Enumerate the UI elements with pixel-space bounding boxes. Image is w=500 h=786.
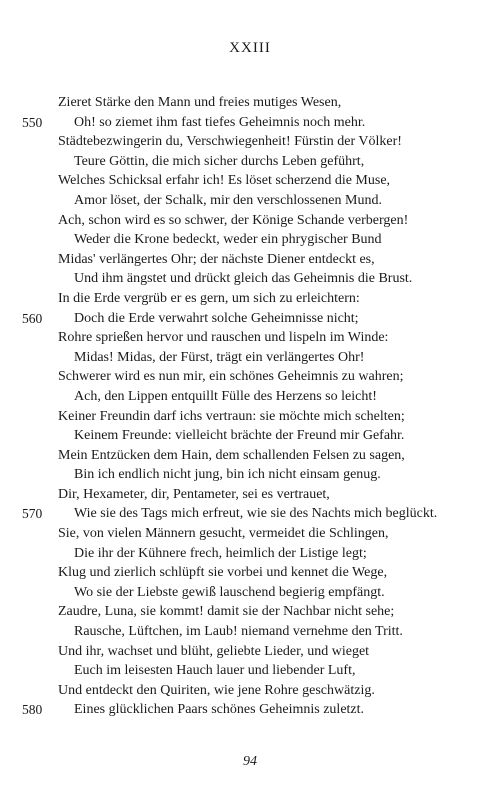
verse-text: Und entdeckt den Quiriten, wie jene Rohre geschwätzig. <box>58 682 375 698</box>
hexameter-line <box>0 446 500 466</box>
pentameter-line <box>0 191 500 211</box>
verse-text: Ach, den Lippen entquillt Fülle des Herzens so leicht! <box>74 388 377 404</box>
pentameter-line <box>0 504 500 524</box>
hexameter-line <box>0 524 500 544</box>
poem-body <box>0 93 500 720</box>
verse-text: Amor löset, der Schalk, mir den verschlossenen Mund. <box>74 192 382 208</box>
verse-text: Midas' verlängertes Ohr; der nächste Diener entdeckt es, <box>58 251 375 267</box>
verse-text: Zaudre, Luna, sie kommt! damit sie der Nachbar nicht sehe; <box>58 604 395 620</box>
verse-text: Und ihm ängstet und drückt gleich das Geheimnis die Brust. <box>74 271 413 287</box>
line-number: 560 <box>22 310 43 326</box>
hexameter-line <box>0 250 500 270</box>
pentameter-line <box>0 465 500 485</box>
line-number: 550 <box>22 114 43 130</box>
verse-text: Zieret Stärke den Mann und freies mutiges Wesen, <box>58 95 342 110</box>
hexameter-line <box>0 681 500 701</box>
verse-text: Oh! so ziemet ihm fast tiefes Geheimnis noch mehr. <box>74 114 366 130</box>
verse-text: Ach, schon wird es so schwer, der Könige Schande verbergen! <box>58 212 409 228</box>
line-number: 570 <box>22 506 43 522</box>
verse-text: Schwerer wird es nun mir, ein schönes Geheimnis zu wahren; <box>58 369 404 385</box>
verse-text: Sie, von vielen Männern gesucht, vermeidet die Schlingen, <box>58 526 389 542</box>
hexameter-line <box>0 485 500 505</box>
hexameter-line <box>0 642 500 662</box>
verse-text: Städtebezwingerin du, Verschwiegenheit! Fürstin der Völker! <box>58 134 402 150</box>
hexameter-line <box>0 93 500 113</box>
hexameter-line <box>0 171 500 191</box>
hexameter-line <box>0 328 500 348</box>
line-number: 580 <box>22 702 43 718</box>
hexameter-line <box>0 602 500 622</box>
pentameter-line <box>0 348 500 368</box>
verse-text: Wo sie der Liebste gewiß lauschend begierig empfängt. <box>74 584 385 600</box>
pentameter-line <box>0 583 500 603</box>
verse-text: Keinem Freunde: vielleicht brächte der Freund mir Gefahr. <box>74 428 405 444</box>
verse-text: Rohre sprießen hervor und rauschen und lispeln im Winde: <box>58 330 389 346</box>
verse-text: Dir, Hexameter, dir, Pentameter, sei es vertrauet, <box>58 486 330 502</box>
verse-text: Doch die Erde verwahrt solche Geheimnisse nicht; <box>74 310 359 326</box>
hexameter-line <box>0 132 500 152</box>
verse-text: Und ihr, wachset und blüht, geliebte Lieder, und wieget <box>58 643 370 659</box>
pentameter-line <box>0 544 500 564</box>
pentameter-line <box>0 309 500 329</box>
poem-heading: XXIII <box>229 40 271 56</box>
verse-text: Die ihr der Kühnere frech, heimlich der Listige legt; <box>74 545 367 561</box>
pentameter-line <box>0 387 500 407</box>
verse-text: Welches Schicksal erfahr ich! Es löset scherzend die Muse, <box>58 173 391 189</box>
verse-text: Rausche, Lüftchen, im Laub! niemand vernehme den Tritt. <box>74 624 403 640</box>
verse-text: Midas! Midas, der Fürst, trägt ein verlängertes Ohr! <box>74 349 365 365</box>
verse-text: Klug und zierlich schlüpft sie vorbei und kennet die Wege, <box>58 565 388 581</box>
hexameter-line <box>0 367 500 387</box>
verse-text: In die Erde vergrüb er es gern, um sich zu erleichtern: <box>58 290 360 306</box>
pentameter-line <box>0 426 500 446</box>
pentameter-line <box>0 700 500 720</box>
pentameter-line <box>0 661 500 681</box>
pentameter-line <box>0 269 500 289</box>
pentameter-line <box>0 152 500 172</box>
hexameter-line <box>0 211 500 231</box>
page-number: 94 <box>243 754 257 769</box>
verse-text: Euch im leisesten Hauch lauer und liebender Luft, <box>74 663 356 679</box>
pentameter-line <box>0 622 500 642</box>
hexameter-line <box>0 563 500 583</box>
pentameter-line <box>0 230 500 250</box>
hexameter-line <box>0 289 500 309</box>
verse-text: Keiner Freundin darf ichs vertraun: sie möchte mich schelten; <box>58 408 405 424</box>
verse-text: Weder die Krone bedeckt, weder ein phrygischer Bund <box>74 232 382 248</box>
verse-text: Bin ich endlich nicht jung, bin ich nicht einsam genug. <box>74 467 381 483</box>
verse-text: Wie sie des Tags mich erfreut, wie sie des Nachts mich beglückt. <box>74 506 438 522</box>
verse-text: Teure Göttin, die mich sicher durchs Leben geführt, <box>74 153 365 169</box>
verse-text: Mein Entzücken dem Hain, dem schallenden Felsen zu sagen, <box>58 447 405 463</box>
hexameter-line <box>0 407 500 427</box>
pentameter-line <box>0 113 500 133</box>
verse-text: Eines glücklichen Paars schönes Geheimnis zuletzt. <box>74 702 365 718</box>
